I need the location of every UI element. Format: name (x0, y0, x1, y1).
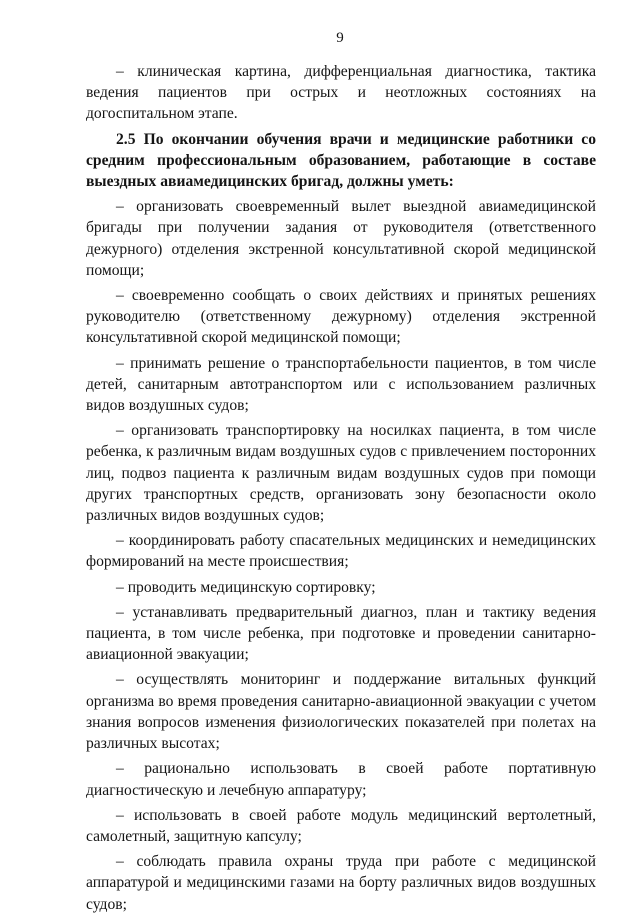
paragraph-clinical-picture: – клиническая картина, дифференциальная диагностика, тактика ведения пациентов при острых и неотложных состояниях на догоспитальном этапе. (86, 63, 596, 123)
list-item: – проводить медицинскую сортировку; (116, 578, 376, 596)
list-item: – организовать своевременный вылет выездной авиамедицинской бригады при получении задания от руководителя (ответственного дежурного) отделения экстренной консультативной скорой медицинской помощи; (86, 198, 596, 279)
list-item: – осуществлять мониторинг и поддержание витальных функций организма во время проведения санитарно-авиационной эвакуации с учетом знания вопросов изменения физиологических показателей при полетах на различных высотах; (86, 671, 596, 753)
page-number: 9 (336, 30, 344, 46)
list-item: – организовать транспортировку на носилках пациента, в том числе ребенка, к различным видам воздушных судов с привлечением посторонних лиц, подвоз пациента к различным видам воздушных судов при помощи других транспортных средств, организовать зону безопасности около различных видов воздушных судов; (86, 422, 596, 525)
section-heading-2-5: 2.5 По окончании обучения врачи и медицинские работники со средним профессиональным образованием, работающие в составе выездных авиамедицинских бригад, должны уметь: (86, 130, 596, 191)
list-item: – принимать решение о транспортабельности пациентов, в том числе детей, санитарным автотранспортом или с использованием различных видов воздушных судов; (86, 354, 596, 415)
list-item: – соблюдать правила охраны труда при работе с медицинской аппаратурой и медицинскими газами на борту различных видов воздушных судов; (86, 853, 596, 913)
list-item: – рационально использовать в своей работе портативную диагностическую и лечебную аппаратуру; (86, 760, 596, 799)
list-item: – устанавливать предварительный диагноз, план и тактику ведения пациента, в том числе ребенка, при подготовке и проведении санитарно-авиационной эвакуации; (86, 603, 596, 664)
list-item: – координировать работу спасательных медицинских и немедицинских формирований на месте происшествия; (86, 532, 596, 571)
list-item: – своевременно сообщать о своих действиях и принятых решениях руководителю (ответственному дежурному) отделения экстренной консультативной скорой медицинской помощи; (86, 287, 596, 347)
list-item: – использовать в своей работе модуль медицинский вертолетный, самолетный, защитную капсулу; (86, 806, 596, 845)
document-body (86, 61, 596, 919)
